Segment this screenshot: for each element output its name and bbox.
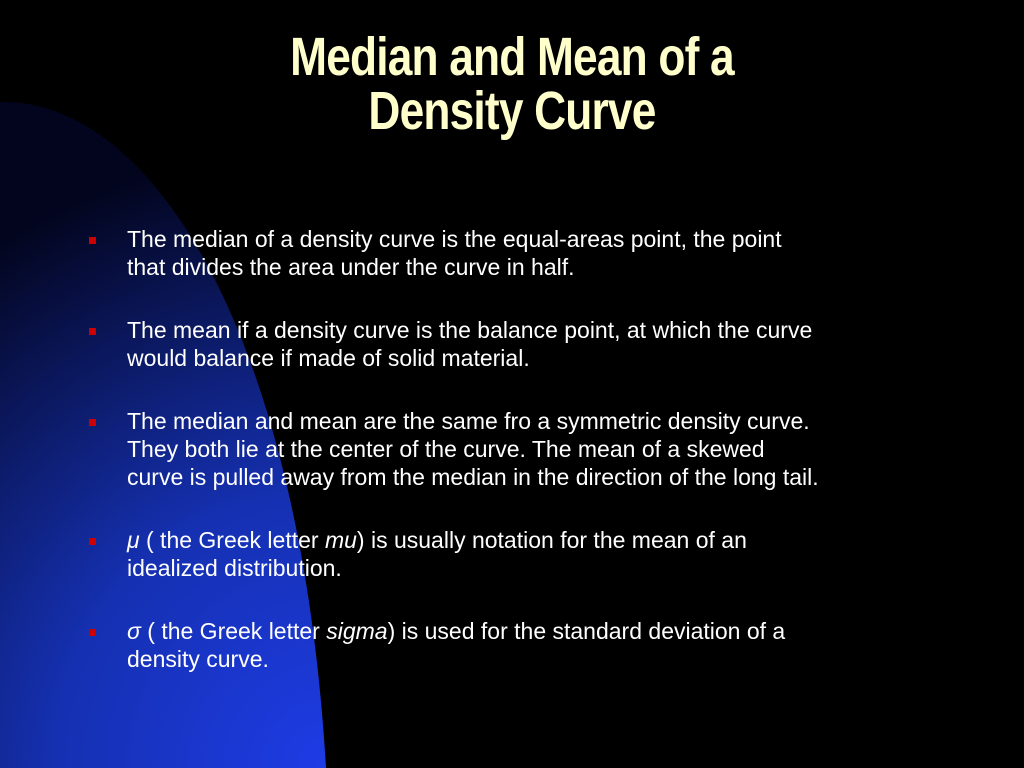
bullet-text-rest: ) is used for the standard deviation of a bbox=[387, 618, 786, 644]
square-bullet-icon bbox=[89, 419, 96, 426]
bullet-text-line bbox=[127, 526, 997, 554]
bullet-text-prefix: ( the Greek letter bbox=[139, 527, 325, 553]
term-sigma: sigma bbox=[326, 618, 388, 644]
bullet-text-line: curve is pulled away from the median in the direction of the long tail. bbox=[127, 464, 819, 490]
square-bullet-icon bbox=[89, 237, 96, 244]
bullet-text-prefix: ( the Greek letter bbox=[140, 618, 327, 644]
bullet-text-line: idealized distribution. bbox=[127, 555, 342, 581]
bullet-list bbox=[87, 225, 997, 708]
bullet-text-line: would balance if made of solid material. bbox=[127, 345, 530, 371]
bullet-mean bbox=[87, 316, 997, 372]
bullet-text-line bbox=[127, 617, 997, 645]
bullet-mu bbox=[87, 526, 997, 582]
bullet-text-line: that divides the area under the curve in half. bbox=[127, 254, 575, 280]
sigma-symbol: σ bbox=[127, 618, 141, 644]
bullet-text-line: The median and mean are the same fro a symmetric density curve. bbox=[127, 408, 810, 434]
square-bullet-icon bbox=[89, 629, 96, 636]
term-mu: mu bbox=[324, 527, 357, 553]
bullet-text-line: density curve. bbox=[127, 646, 269, 672]
bullet-symmetric bbox=[87, 407, 997, 491]
bullet-text-line: The median of a density curve is the equal-areas point, the point bbox=[127, 226, 782, 252]
title-line-1: Median and Mean of a bbox=[290, 27, 734, 87]
bullet-text-line: They both lie at the center of the curve. The mean of a skewed bbox=[127, 436, 765, 462]
square-bullet-icon bbox=[89, 328, 96, 335]
bullet-text-line: The mean if a density curve is the balance point, at which the curve bbox=[127, 317, 813, 343]
title-line-2: Density Curve bbox=[368, 81, 656, 141]
bullet-median bbox=[87, 225, 997, 281]
bullet-sigma bbox=[87, 617, 997, 673]
mu-symbol: μ bbox=[127, 527, 140, 553]
square-bullet-icon bbox=[89, 538, 96, 545]
bullet-text-rest: ) is usually notation for the mean of an bbox=[356, 527, 747, 553]
slide-title bbox=[92, 27, 932, 141]
